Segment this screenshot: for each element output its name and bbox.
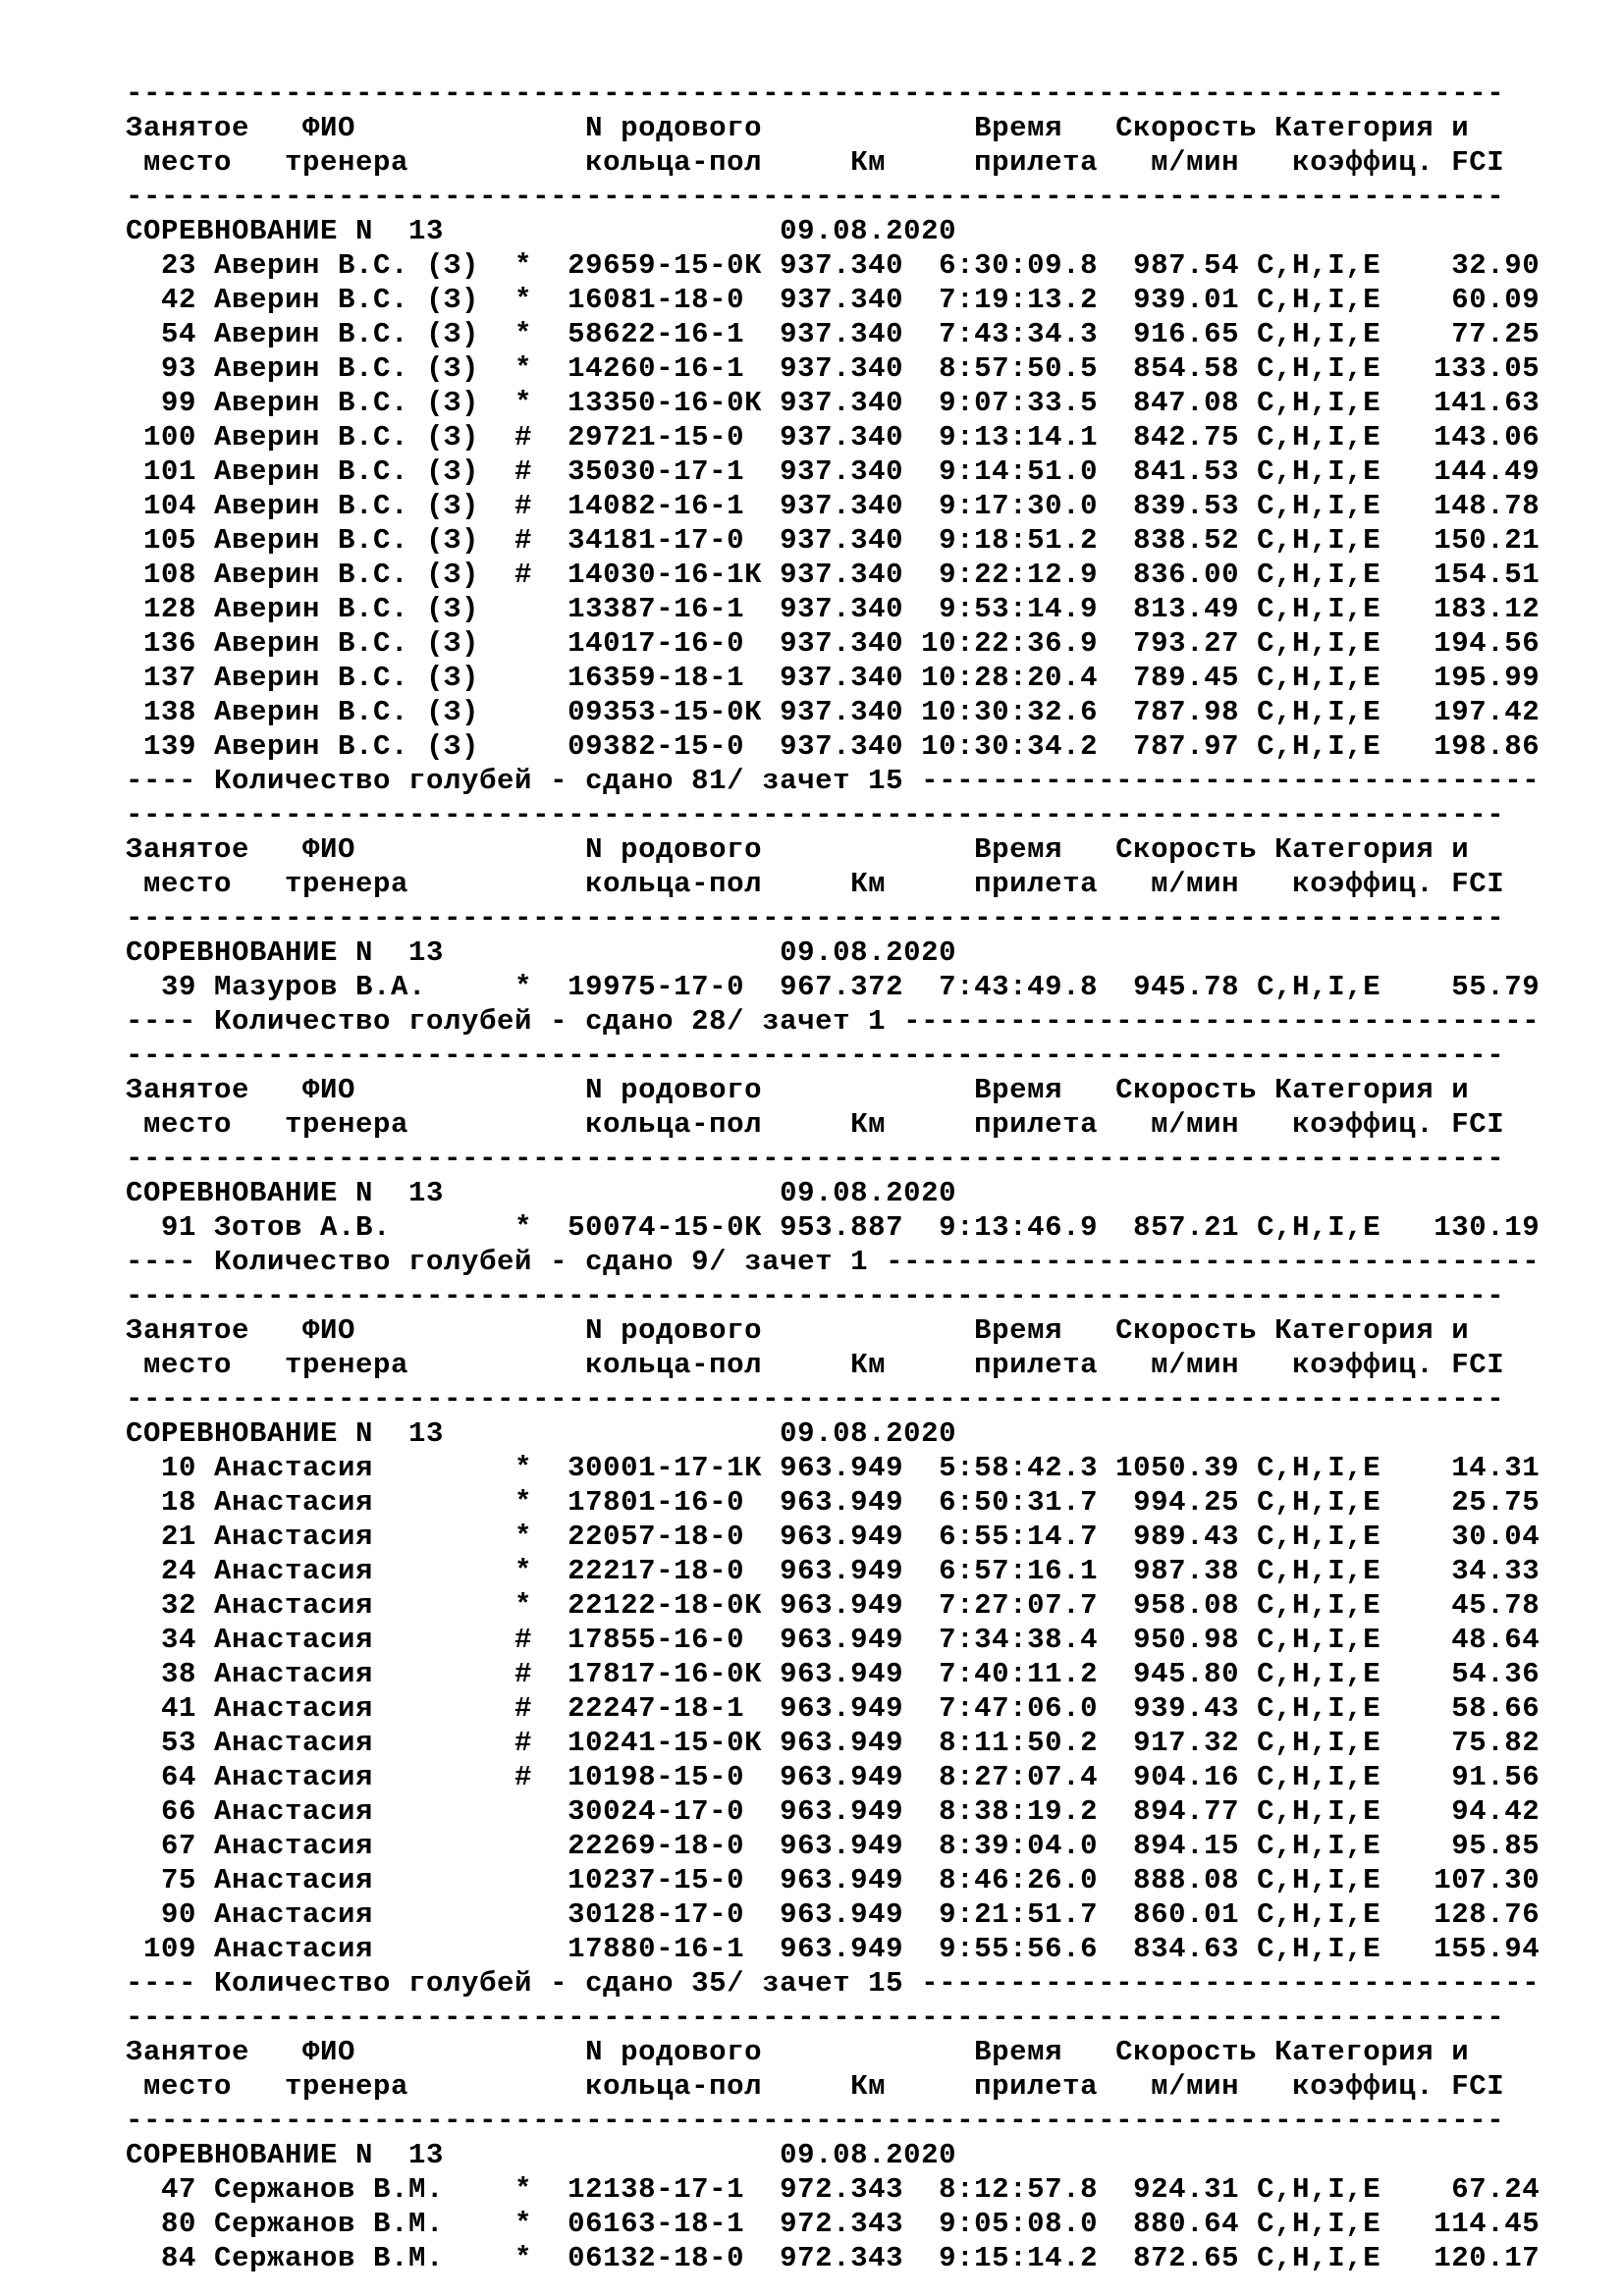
section-summary-line: ---- Количество голубей - сдано 9/ зачет 1 -------------------------------------: [126, 1246, 1541, 1278]
result-row: 47 Сержанов В.М. * 12138-17-1 972.343 8:12:57.8 924.31 C,H,I,E 67.24: [126, 2173, 1541, 2206]
result-row: 34 Анастасия # 17855-16-0 963.949 7:34:38.4 950.98 C,H,I,E 48.64: [126, 1624, 1541, 1656]
competition-header-line: СОРЕВНОВАНИЕ N 13 09.08.2020: [126, 1417, 957, 1450]
column-header-line-2: место тренера кольца-пол Км прилета м/мин коэффиц. FCI: [126, 146, 1505, 179]
result-row: 24 Анастасия * 22217-18-0 963.949 6:57:16.1 987.38 C,H,I,E 34.33: [126, 1555, 1541, 1587]
result-row: 80 Сержанов В.М. * 06163-18-1 972.343 9:05:08.0 880.64 C,H,I,E 114.45: [126, 2208, 1541, 2240]
section-summary-line: ---- Количество голубей - сдано 81/ зачет 15 -----------------------------------: [126, 765, 1541, 797]
result-row: 67 Анастасия 22269-18-0 963.949 8:39:04.0 894.15 C,H,I,E 95.85: [126, 1830, 1541, 1862]
result-row: 108 Аверин В.С. (З) # 14030-16-1К 937.340 9:22:12.9 836.00 C,H,I,E 154.51: [126, 559, 1541, 591]
result-row: 138 Аверин В.С. (З) 09353-15-0К 937.340 10:30:32.6 787.98 C,H,I,E 197.42: [126, 696, 1541, 728]
column-header-line-2: место тренера кольца-пол Км прилета м/мин коэффиц. FCI: [126, 1108, 1505, 1141]
separator-line: ------------------------------------------------------------------------------: [126, 902, 1505, 934]
competition-header-line: СОРЕВНОВАНИЕ N 13 09.08.2020: [126, 1177, 957, 1209]
result-row: 23 Аверин В.С. (З) * 29659-15-0К 937.340 6:30:09.8 987.54 C,H,I,E 32.90: [126, 249, 1541, 282]
column-header-line-1: Занятое ФИО N родового Время Скорость Категория и: [126, 1074, 1470, 1106]
result-row: 139 Аверин В.С. (З) 09382-15-0 937.340 10:30:34.2 787.97 C,H,I,E 198.86: [126, 730, 1541, 763]
column-header-line-1: Занятое ФИО N родового Время Скорость Категория и: [126, 112, 1470, 144]
result-row: 136 Аверин В.С. (З) 14017-16-0 937.340 10:22:36.9 793.27 C,H,I,E 194.56: [126, 627, 1541, 660]
separator-line: ------------------------------------------------------------------------------: [126, 799, 1505, 831]
result-row: 100 Аверин В.С. (З) # 29721-15-0 937.340 9:13:14.1 842.75 C,H,I,E 143.06: [126, 421, 1541, 454]
separator-line: ------------------------------------------------------------------------------: [126, 1040, 1505, 1072]
result-row: 21 Анастасия * 22057-18-0 963.949 6:55:14.7 989.43 C,H,I,E 30.04: [126, 1521, 1541, 1553]
separator-line: ------------------------------------------------------------------------------: [126, 2002, 1505, 2034]
column-header-line-2: место тренера кольца-пол Км прилета м/мин коэффиц. FCI: [126, 868, 1505, 900]
result-row: 53 Анастасия # 10241-15-0К 963.949 8:11:50.2 917.32 C,H,I,E 75.82: [126, 1727, 1541, 1759]
result-row: 10 Анастасия * 30001-17-1К 963.949 5:58:42.3 1050.39 C,H,I,E 14.31: [126, 1452, 1541, 1484]
result-row: 91 Зотов А.В. * 50074-15-0К 953.887 9:13:46.9 857.21 C,H,I,E 130.19: [126, 1211, 1541, 1244]
separator-line: ------------------------------------------------------------------------------: [126, 1143, 1505, 1175]
result-row: 93 Аверин В.С. (З) * 14260-16-1 937.340 8:57:50.5 854.58 C,H,I,E 133.05: [126, 352, 1541, 385]
result-row: 38 Анастасия # 17817-16-0К 963.949 7:40:11.2 945.80 C,H,I,E 54.36: [126, 1658, 1541, 1690]
separator-line: ------------------------------------------------------------------------------: [126, 78, 1505, 110]
result-row: 105 Аверин В.С. (З) # 34181-17-0 937.340 9:18:51.2 838.52 C,H,I,E 150.21: [126, 524, 1541, 557]
column-header-line-1: Занятое ФИО N родового Время Скорость Категория и: [126, 2036, 1470, 2068]
result-row: 42 Аверин В.С. (З) * 16081-18-0 937.340 7:19:13.2 939.01 C,H,I,E 60.09: [126, 284, 1541, 316]
result-row: 75 Анастасия 10237-15-0 963.949 8:46:26.0 888.08 C,H,I,E 107.30: [126, 1864, 1541, 1896]
column-header-line-2: место тренера кольца-пол Км прилета м/мин коэффиц. FCI: [126, 2070, 1505, 2103]
separator-line: ------------------------------------------------------------------------------: [126, 181, 1505, 213]
result-row: 39 Мазуров В.А. * 19975-17-0 967.372 7:43:49.8 945.78 C,H,I,E 55.79: [126, 971, 1541, 1003]
result-row: 18 Анастасия * 17801-16-0 963.949 6:50:31.7 994.25 C,H,I,E 25.75: [126, 1486, 1541, 1519]
result-row: 104 Аверин В.С. (З) # 14082-16-1 937.340 9:17:30.0 839.53 C,H,I,E 148.78: [126, 490, 1541, 522]
result-row: 41 Анастасия # 22247-18-1 963.949 7:47:06.0 939.43 C,H,I,E 58.66: [126, 1692, 1541, 1725]
results-report: [126, 77, 1540, 2275]
result-row: 54 Аверин В.С. (З) * 58622-16-1 937.340 7:43:34.3 916.65 C,H,I,E 77.25: [126, 318, 1541, 350]
result-row: 109 Анастасия 17880-16-1 963.949 9:55:56.6 834.63 C,H,I,E 155.94: [126, 1933, 1541, 1965]
separator-line: ------------------------------------------------------------------------------: [126, 2105, 1505, 2137]
result-row: 84 Сержанов В.М. * 06132-18-0 972.343 9:15:14.2 872.65 C,H,I,E 120.17: [126, 2242, 1541, 2274]
result-row: 32 Анастасия * 22122-18-0К 963.949 7:27:07.7 958.08 C,H,I,E 45.78: [126, 1589, 1541, 1622]
result-row: 137 Аверин В.С. (З) 16359-18-1 937.340 10:28:20.4 789.45 C,H,I,E 195.99: [126, 662, 1541, 694]
result-row: 66 Анастасия 30024-17-0 963.949 8:38:19.2 894.77 C,H,I,E 94.42: [126, 1795, 1541, 1828]
column-header-line-1: Занятое ФИО N родового Время Скорость Категория и: [126, 833, 1470, 866]
separator-line: ------------------------------------------------------------------------------: [126, 1280, 1505, 1312]
column-header-line-1: Занятое ФИО N родового Время Скорость Категория и: [126, 1314, 1470, 1347]
separator-line: ------------------------------------------------------------------------------: [126, 1383, 1505, 1415]
result-row: 128 Аверин В.С. (З) 13387-16-1 937.340 9:53:14.9 813.49 C,H,I,E 183.12: [126, 593, 1541, 625]
column-header-line-2: место тренера кольца-пол Км прилета м/мин коэффиц. FCI: [126, 1349, 1505, 1381]
section-summary-line: ---- Количество голубей - сдано 28/ зачет 1 ------------------------------------: [126, 1005, 1541, 1038]
competition-header-line: СОРЕВНОВАНИЕ N 13 09.08.2020: [126, 936, 957, 969]
result-row: 64 Анастасия # 10198-15-0 963.949 8:27:07.4 904.16 C,H,I,E 91.56: [126, 1761, 1541, 1793]
result-row: 90 Анастасия 30128-17-0 963.949 9:21:51.7 860.01 C,H,I,E 128.76: [126, 1898, 1541, 1931]
competition-header-line: СОРЕВНОВАНИЕ N 13 09.08.2020: [126, 215, 957, 247]
section-summary-line: ---- Количество голубей - сдано 35/ зачет 15 -----------------------------------: [126, 1967, 1541, 2000]
result-row: 99 Аверин В.С. (З) * 13350-16-0К 937.340 9:07:33.5 847.08 C,H,I,E 141.63: [126, 387, 1541, 419]
result-row: 101 Аверин В.С. (З) # 35030-17-1 937.340 9:14:51.0 841.53 C,H,I,E 144.49: [126, 455, 1541, 488]
competition-header-line: СОРЕВНОВАНИЕ N 13 09.08.2020: [126, 2139, 957, 2171]
